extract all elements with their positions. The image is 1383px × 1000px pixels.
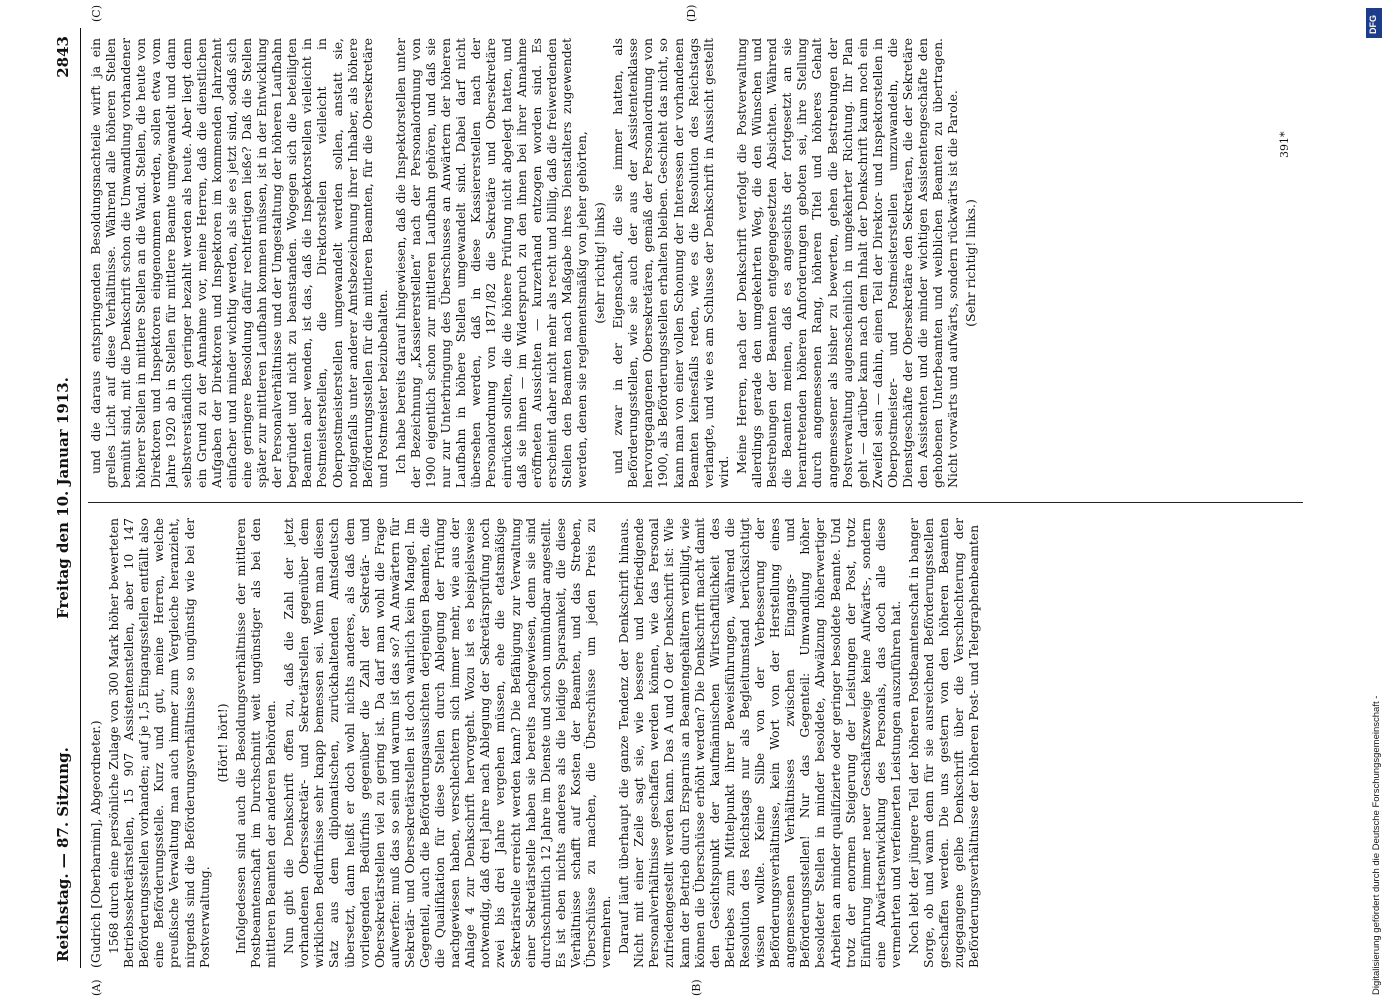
left-column-paragraph: (Hört! hört!) <box>214 703 230 783</box>
left-column-paragraph: Nun gibt die Denkschrift offen zu, daß die Zahl der jetzt vorhandenen Oberssekretär- und Sekretärstellen gegenüber dem wirklichen Bedürfnisse sehr knapp bemessen sei. Wenn man diesen Satz aus dem diplomatischen, zurückhaltenden Amtsdeutsch übersetzt, dann heißt er doch wohl nichts anderes, als daß dem vorliegenden Bedürfnis gegenüber die Zahl der Sekretär- und Obersekretärstellen viel zu gering ist. Da darf man wohl die Frage aufwerfen: muß das so sein und warum ist das so? An Anwärtern für Sekretär- und Obersekretärstellen ist doch wahrlich kein Mangel. Im Gegenteil, auch die Beförderungsaussichten derjenigen Beamten, die die Qualifikation für diese Stellen durch Ablegung der Prüfung nachgewiesen haben, verschlechtern sich immer mehr, wie aus der Anlage 4 zur Denkschrift hervorgeht. Wozu ist es beispielsweise notwendig, daß drei Jahre nach Ablegung der Sekretärsprüfung noch zwei bis drei Jahre vergehen müssen, ehe die etatsmäßige Sekretärstelle erreicht werden kann? Die Befähigung zur Verwaltung einer Sekretärstelle haben sie bereits nachgewiesen, denn sie sind durchschnittlich 12 Jahre im Dienste und schon unmündbar angestellt. Es ist eben nichts anderes als die leidige Sparsamkeit, die diese Verhältnisse schafft auf Kosten der Beamten, und das Streben, Überschüsse zu machen, die Überschüsse um jeden Preis zu vermehren. <box>281 518 614 968</box>
header-rule <box>80 28 81 968</box>
margin-mark-d: (D) <box>685 4 698 22</box>
right-column-paragraph: und die daraus entspringenden Besoldungsnachteile wirft ja ein grelles Licht auf diese Verhältnisse. Während alle höheren Stellen bemüht sind, mit die Denkschrift schon die Umwandlung vorhandener höherer Stellen in mittlere Stellen an die Wand. Stellen, die heute von Direktoren und Inspektoren eingenommen werden, sollen etwa vom Jahre 1920 ab in Stellen für mittlere Beamte umgewandelt und dann selbstverständlich geringer bezahlt werden als heute. Aber liegt denn ein Grund zu der Annahme vor, meine Herren, daß die dienstlichen Aufgaben der Direktoren und Inspektoren im kommenden Jahrzehnt einfacher und minder wichtig werden, als sie es jetzt sind, sodaß sich eine geringere Besoldung dafür rechtfertigen ließe? Daß die Stellen später zur mittleren Laufbahn kommen müssen, ist in der Entwicklung der Personalverhältnisse und der Umgestaltung der höheren Laufbahn begründet und nicht zu beanstanden. Wogegen sich die beteiligten Beamten aber wenden, ist das, daß die Inspektorstellen vielleicht in Postmeisterstellen, die Direktorstellen vielleicht in Oberpostmeisterstellen umgewandelt werden sollen, anstatt sie, notigenfalls unter anderer Amtsbezeichnung ihrer Inhaber, als höhere Beförderungsstellen für die mittleren Beamten, für die Obersekretäre und Postmeister beizubehalten. <box>88 38 390 488</box>
left-column <box>88 518 1288 968</box>
page-number: 2843 <box>54 36 72 78</box>
rotated-page-content <box>50 4 1310 996</box>
header-date: Freitag den 10. Januar 1913. <box>54 377 72 619</box>
running-header <box>50 28 80 968</box>
left-column-paragraph: Darauf läuft überhaupt die ganze Tendenz der Denkschrift hinaus. Nicht mit einer Zeile sagt sie, wie bessere und befriedigende Personalverhältnisse geschaffen werden können, wie das Personal zufriedengestellt werden kann. Das A und O der Denkschrift ist: Wie kann der Betrieb durch Ersparnis an Beamtengehältern verbilligt, wie können die Überschüsse erhöht werden? Die Denkschrift macht damit den Gesichtspunkt der kaufmännischen Wirtschaftlichkeit des Betriebes zum Mittelpunkt ihrer Beweisführungen, während die Resolution des Reichstags nur als Begleitumstand berücksichtigt wissen wollte. Keine Silbe von der Verbesserung der Beförderungsverhältnisse, kein Wort von der Herstellung eines angemessenen Verhältnisses zwischen Eingangs- und Beförderungsstellen! Nur das Gegenteil: Umwandlung höher besoldeter Stellen in minder besoldete, Abwälzung höherwertiger Arbeiten an minder qualifizierte oder geringer besoldete Beamte. Und trotz der enormen Steigerung der Leistungen der Post, trotz Einführung immer neuer Geschäftszweige keine Aufwärts-, sondern eine Abwärtsentwicklung des Personals, das doch alle diese vermehrten und verfeinerten Leistungen auszuführen hat. <box>616 518 903 968</box>
digitization-credit: Digitalisierung gefördert durch die Deutsche Forschungsgemeinschaft - <box>1371 695 1382 995</box>
left-column-paragraph: (Gudrich [Oberbarnim], Abgeordneter.) <box>88 720 103 968</box>
header-left: Reichstag. — 87. Sitzung. <box>54 747 72 962</box>
margin-mark-b: (B) <box>690 979 703 996</box>
right-column-paragraph: Ich habe bereits darauf hingewiesen, daß die Inspektorstellen unter der Bezeichnung „Kassiererstellen“ nach der Personalordnung von 1900 eigentlich schon zur mittleren Laufbahn gehören, und daß sie nur zur Unterbringung des Überschusses an Anwärtern der höheren Laufbahn in höhere Stellen umgewandelt sind. Dabei darf nicht übersehen werden, daß in diese Kassiererstellen nach der Personalordnung von 1871/82 die Sekretäre und Obersekretäre einrücken sollten, die die höhere Prüfung nicht abgelegt hatten, und daß sie ihnen — im Widerspruch zu den ihnen bei ihrer Annahme eröffneten Aussichten — kurzerhand entzogen worden sind. Es erscheint daher nicht mehr als recht und billig, daß die freiwerdenden Stellen den Beamten nach Maßgabe ihres Dienstalters zugewendet werden, denen sie reglementsmäßig von jeher gehörten, <box>392 38 589 488</box>
right-column-paragraph: (sehr richtig! links) <box>592 202 608 324</box>
left-column-paragraph: Infolgedessen sind auch die Besoldungsverhältnisse der mittleren Postbeamtenschaft im Durchschnitt weit ungünstiger als bei den mittleren Beamten der anderen Behörden. <box>232 518 279 968</box>
dfg-logo: DFG <box>1366 8 1382 38</box>
right-column-paragraph: und zwar in der Eigenschaft, die sie immer hatten, als Beförderungsstellen, wie sie auch der aus der Assistentenklasse hervorgegangenen Obersekretären, gemäß der Personalordnung von 1900, als Beförderungsstellen erhalten bleiben. Geschieht das nicht, so kann man von einer vollen Schonung der Interessen der vorhandenen Beamten keinesfalls reden, wie es die Resolution des Reichstags verlangte, und wie es am Schlusse der Denkschrift in Aussicht gestellt wird. <box>610 38 731 488</box>
left-column-paragraph: Noch lebt der jüngere Teil der höheren Postbeamtenschaft in banger Sorge, ob und wann denn für sie ausreichend Beförderungsstellen geschaffen werden. Die uns gestern von den höheren Beamten zugegangene gelbe Denkschrift über die Verschlechterung der Beförderungsverhältnisse der höheren Post- und Telegraphenbeamten <box>905 518 982 968</box>
right-column-paragraph: Meine Herren, nach der Denkschrift verfolgt die Postverwaltung allerdings gerade den umgekehrten Weg, die den Wünschen und Bestrebungen der Beamten entgegengesetzten Absichten. Während die Beamten meinen, daß es angesichts der fortgesetzt an sie herantretenden höheren Anforderungen geboten sei, ihre Stellung durch angemessenen Rang, höheren Titel und höheres Gehalt angemessener als bisher zu bewerten, gehen die Bestrebungen der Postverwaltung augenscheinlich in umgekehrter Richtung. Ihr Plan geht — darüber kann nach dem Inhalt der Denkschrift kaum noch ein Zweifel sein — dahin, einen Teil der Direktor- und Inspektorstellen in Oberpostmeister- und Postmeisterstellen umzuwandeln, die Dienstgeschäfte der Obersekretäre den Sekretären, die der Sekretäre den Assistenten und die minder wichtigen Assistentengeschäfte den gehobenen Unterbeamten und weiblichen Beamten zu übertragen. Nicht vorwärts und aufwärts, sondern rückwärts ist die Parole. <box>733 38 961 488</box>
left-column-paragraph: 1568 durch eine persönliche Zulage von 300 Mark höher bewerteten Betriebssekretärstellen, 15 907 Assistentenstellen, aber 10 147 Beförderungsstellen vorhanden; auf je 1,5 Eingangsstellen entfällt also eine Beförderungsstelle. Kurz und gut, meine Herren, welche preußische Verwaltung man auch immer zum Vergleiche heranzieht, nirgends sind die Beförderungsverhältnisse so ungünstig wie bei der Postverwaltung. <box>106 518 212 968</box>
footer-page-ref: 391* <box>1278 131 1291 158</box>
margin-mark-c: (C) <box>90 5 103 22</box>
right-column <box>88 38 1288 488</box>
margin-mark-a: (A) <box>90 979 103 996</box>
column-divider <box>88 502 1303 503</box>
right-column-paragraph: (Sehr richtig! links.) <box>963 199 979 327</box>
